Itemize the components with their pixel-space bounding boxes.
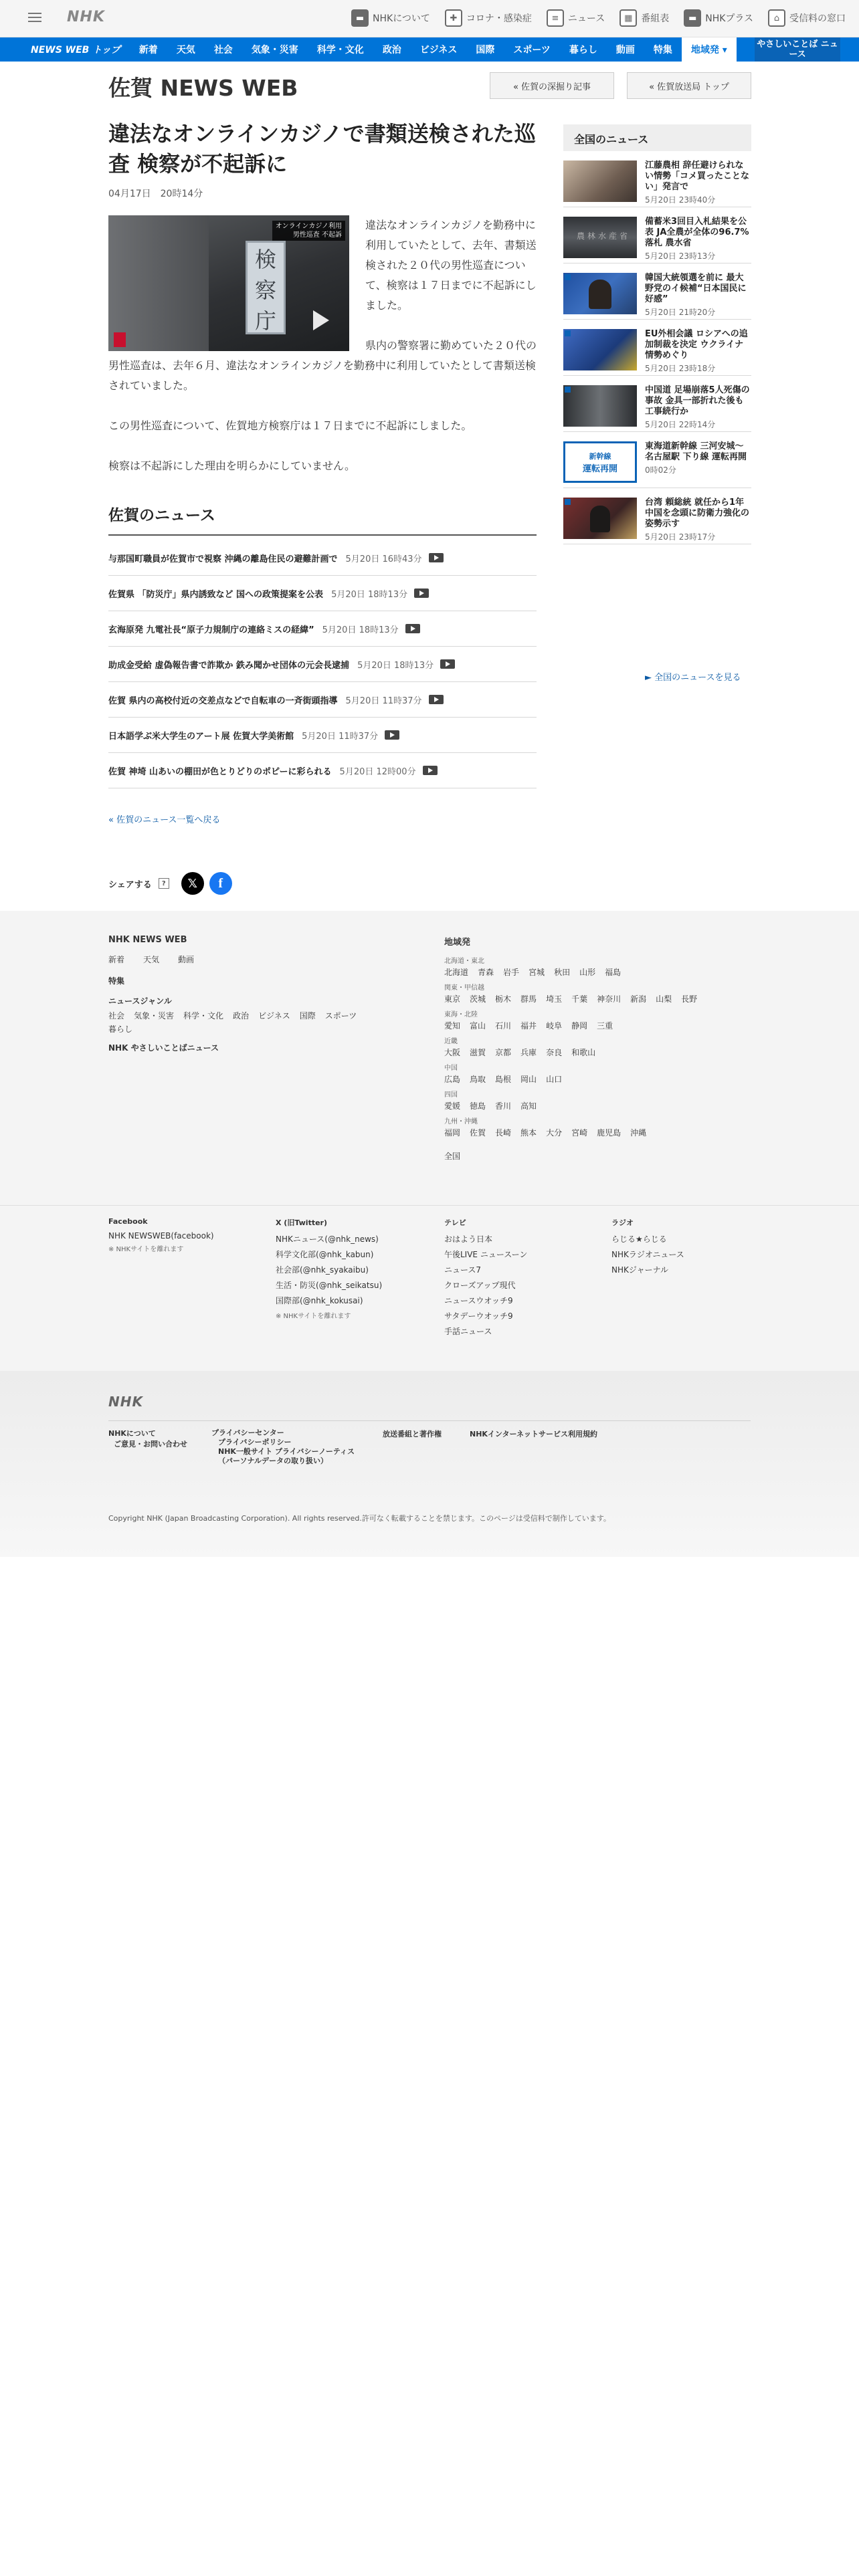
footer-link[interactable]: 社会 bbox=[108, 1011, 125, 1021]
header-link-corona[interactable]: ✚ コロナ・感染症 bbox=[445, 8, 532, 28]
footer-bottom-col2: プライバシーセンター プライバシーポリシー NHK一般サイト プライバシーノーティス （パーソナルデータの取り扱い） bbox=[211, 1428, 355, 1465]
nav-item-sports[interactable]: スポーツ bbox=[513, 45, 551, 56]
nav-item-business[interactable]: ビジネス bbox=[419, 45, 458, 56]
article-date-time: 20時14分 bbox=[160, 189, 203, 199]
news-thumbnail[interactable] bbox=[563, 273, 637, 314]
corona-icon: ✚ bbox=[445, 9, 462, 27]
footer-genre-heading: ニュースジャンル bbox=[108, 996, 172, 1006]
article-date-day: 04月17日 bbox=[108, 189, 151, 199]
footer-bottom-col1: NHKについて ご意見・お問い合わせ bbox=[108, 1429, 187, 1448]
footer-radio-col: ラジオ らじる★らじる NHKラジオニュース NHKジャーナル bbox=[611, 1217, 745, 1279]
article-video-thumbnail[interactable] bbox=[108, 215, 349, 351]
list-item[interactable]: 佐賀県 「防災庁」県内誘致など 国への政策提案を公表 5月20日 18時13分 bbox=[108, 576, 537, 611]
footer-link[interactable]: NHKラジオニュース bbox=[611, 1250, 684, 1259]
list-item[interactable]: 玄海原発 九電社長“原子力規制庁の連絡ミスの経緯” 5月20日 18時13分 bbox=[108, 611, 537, 647]
nav-item-special[interactable]: 特集 bbox=[653, 45, 672, 56]
footer-link[interactable]: 社会部(@nhk_syakaibu) bbox=[276, 1265, 369, 1275]
saga-news-list bbox=[108, 540, 537, 788]
nav-item-international[interactable]: 国際 bbox=[476, 45, 495, 56]
footer-bottom-terms-link[interactable]: NHKインターネットサービス利用規約 bbox=[470, 1430, 597, 1438]
region-label: 九州・沖縄 bbox=[444, 1118, 478, 1125]
nav-item-video[interactable]: 動画 bbox=[615, 45, 635, 56]
program-guide-icon: ▦ bbox=[619, 9, 637, 27]
article-title: 違法なオンラインカジノで書類送検された巡査 検察が不起訴に bbox=[108, 121, 536, 177]
page-title: 佐賀 NEWS WEB bbox=[108, 75, 298, 101]
play-icon[interactable] bbox=[313, 310, 329, 330]
nav-item-politics[interactable]: 政治 bbox=[382, 45, 401, 56]
region-label: 中国 bbox=[444, 1065, 458, 1072]
header-link-nhk-plus[interactable]: ▬ NHKプラス bbox=[684, 8, 753, 28]
news-thumbnail[interactable] bbox=[563, 498, 637, 539]
nav-item-disaster[interactable]: 気象・災害 bbox=[251, 45, 298, 56]
footer-x-col: X (旧Twitter) NHKニュース(@nhk_news) 科学文化部(@nhk_kabun) 社会部(@nhk_syakaibu) 生活・防災(@nhk_seikatsu) 国際部(@nhk_kokusai) ※ NHKサイトを離れます bbox=[276, 1217, 430, 1320]
video-icon bbox=[440, 659, 455, 669]
region-prefs: 愛媛 徳島 香川 高知 bbox=[444, 1101, 537, 1111]
footer-link[interactable]: スポーツ bbox=[324, 1011, 357, 1021]
footer-link[interactable]: ニュースウオッチ9 bbox=[444, 1296, 513, 1305]
news-thumbnail[interactable] bbox=[563, 160, 637, 202]
share-bar bbox=[108, 872, 232, 895]
saga-news-heading: 佐賀のニュース bbox=[108, 503, 537, 536]
list-item[interactable]: 佐賀 神埼 山あいの棚田が色とりどりのポピーに彩られる 5月20日 12時00分 bbox=[108, 753, 537, 788]
news-thumbnail[interactable] bbox=[563, 217, 637, 258]
footer-link[interactable]: 国際 bbox=[299, 1011, 316, 1021]
nav-item-newsweb-top[interactable]: NEWS WEB トップ bbox=[31, 45, 120, 56]
footer-link[interactable]: 手話ニュース bbox=[444, 1327, 492, 1336]
footer-region-list bbox=[444, 951, 752, 1162]
x-share-icon[interactable]: 𝕏 bbox=[181, 872, 204, 895]
sidebar-news-item[interactable]: 韓国大統領選を前に 最大野党のイ候補“日本国民に好感” 5月20日 21時20分 bbox=[563, 263, 751, 320]
region-label: 東海・北陸 bbox=[444, 1011, 478, 1018]
footer-link[interactable]: クローズアップ現代 bbox=[444, 1281, 516, 1290]
sidebar-news-item[interactable]: EU外相会議 ロシアへの追加制裁を決定 ウクライナ情勢めぐり 5月20日 23時18分 bbox=[563, 320, 751, 376]
list-item[interactable]: 佐賀 県内の高校付近の交差点などで自転車の一斉街頭指導 5月20日 11時37分 bbox=[108, 682, 537, 718]
nav-item-weather[interactable]: 天気 bbox=[176, 45, 195, 56]
footer-link[interactable]: 気象・災害 bbox=[134, 1011, 175, 1021]
footer-facebook-col: Facebook NHK NEWSWEB(facebook) ※ NHKサイトを離れます bbox=[108, 1217, 262, 1253]
footer-link-tokushu[interactable]: 特集 bbox=[108, 976, 125, 986]
header-link-nhk-about[interactable]: ▬ NHKについて bbox=[351, 8, 430, 28]
help-icon[interactable]: ? bbox=[159, 878, 169, 889]
sidebar-news-item[interactable]: 江藤農相 辞任避けられない情勢「コメ買ったことない」発言で 5月20日 23時40分 bbox=[563, 151, 751, 207]
nhk-plus-icon: ▬ bbox=[684, 9, 701, 27]
footer-link[interactable]: 生活・防災(@nhk_seikatsu) bbox=[276, 1281, 383, 1290]
thumbnail-building bbox=[108, 215, 209, 351]
footer-link[interactable]: NHKジャーナル bbox=[611, 1265, 669, 1275]
thumbnail-sign-text: 農林水産省 bbox=[577, 231, 631, 241]
video-icon bbox=[385, 730, 399, 740]
footer-link[interactable]: ニュース7 bbox=[444, 1265, 482, 1275]
footer-tv-col: テレビ おはよう日本 午後LIVE ニュースーン ニュース7 クローズアップ現代 ニュースウオッチ9 サタデーウオッチ9 手話ニュース bbox=[444, 1217, 598, 1341]
footer-link[interactable]: 午後LIVE ニュースーン bbox=[444, 1250, 528, 1259]
facebook-share-icon[interactable]: f bbox=[209, 872, 232, 895]
yasashii-news-button[interactable]: やさしいことば ニュース bbox=[755, 37, 840, 62]
thumbnail-caption: オンラインカジノ利用 男性巡査 不起訴 bbox=[272, 221, 345, 241]
region-label: 四国 bbox=[444, 1091, 458, 1099]
deep-dive-button[interactable]: « 佐賀の深掘り記事 bbox=[490, 72, 614, 99]
header-link-news[interactable]: ≡ ニュース bbox=[547, 8, 605, 28]
footer-bottom-divider bbox=[108, 1420, 751, 1421]
video-icon bbox=[423, 766, 438, 775]
footer-link[interactable]: 天気 bbox=[143, 955, 160, 964]
list-item[interactable]: 助成金受給 虚偽報告書で詐欺か 鉄み聞かせ団体の元会長逮捕 5月20日 18時13分 bbox=[108, 647, 537, 682]
header-link-program-guide[interactable]: ▦ 番組表 bbox=[619, 8, 669, 28]
sidebar-news-item[interactable]: 台湾 頼総統 就任から1年 中国を念頭に防衛力強化の姿勢示す 5月20日 23時17分 bbox=[563, 488, 751, 544]
header-link-reception-fee[interactable]: ⌂ 受信料の窓口 bbox=[768, 8, 846, 28]
article-paragraph: 検察は不起訴にした理由を明らかにしていません。 bbox=[108, 459, 355, 472]
region-prefs: 福岡 佐賀 長崎 熊本 大分 宮崎 鹿児島 沖縄 bbox=[444, 1128, 647, 1138]
list-item[interactable]: 日本語学ぶ米大学生のアート展 佐賀大学美術館 5月20日 11時37分 bbox=[108, 718, 537, 753]
share-label: シェアする bbox=[108, 879, 152, 890]
nav-item-new[interactable]: 新着 bbox=[138, 45, 158, 56]
sidebar-heading: 全国のニュース bbox=[563, 124, 751, 151]
news-thumbnail[interactable] bbox=[563, 385, 637, 427]
footer-link[interactable]: 科学文化部(@nhk_kabun) bbox=[276, 1250, 374, 1259]
footer-link[interactable]: サタデーウオッチ9 bbox=[444, 1311, 513, 1321]
station-top-button[interactable]: « 佐賀放送局 トップ bbox=[627, 72, 751, 99]
region-label: 関東・甲信越 bbox=[444, 984, 484, 992]
nav-item-regional[interactable]: 地域発 ▾ bbox=[682, 37, 737, 62]
nhk-about-icon: ▬ bbox=[351, 9, 369, 27]
video-icon bbox=[405, 624, 420, 633]
national-news-more-link[interactable]: ► 全国のニュースを見る bbox=[645, 673, 741, 683]
main-nav bbox=[0, 37, 859, 62]
nav-item-society[interactable]: 社会 bbox=[213, 45, 233, 56]
footer-link-yasashii[interactable]: NHK やさしいことばニュース bbox=[108, 1043, 219, 1053]
article-paragraph: 県内の警察署に勤めていた２０代の男性巡査は、去年６月、違法なオンラインカジノを勤務中に利用していたとして書類送検されていました。 bbox=[108, 339, 537, 392]
region-prefs: 広島 鳥取 島根 岡山 山口 bbox=[444, 1075, 563, 1084]
sidebar-news-item[interactable]: 農林水産省 備蓄米3回目入札結果を公表 JA全農が全体の96.7%落札 農水省 5月20日 23時13分 bbox=[563, 207, 751, 263]
hamburger-menu-icon[interactable] bbox=[27, 9, 43, 25]
nhk-mark-icon bbox=[114, 332, 126, 347]
footer-link[interactable]: ビジネス bbox=[258, 1011, 290, 1021]
header-links bbox=[351, 8, 846, 28]
region-label: 近畿 bbox=[444, 1038, 458, 1045]
footer-link[interactable]: 科学・文化 bbox=[183, 1011, 224, 1021]
footer-link[interactable]: おはよう日本 bbox=[444, 1235, 493, 1244]
news-thumbnail[interactable] bbox=[563, 329, 637, 370]
footer-regional-heading: 地域発 bbox=[444, 938, 471, 948]
global-header bbox=[0, 0, 859, 37]
article-paragraph: 違法なオンラインカジノを勤務中に利用していたとして、去年、書類送検された２０代の男性巡査について、検察は１７日までに不起訴にしました。 bbox=[365, 219, 537, 312]
footer-link[interactable]: 動画 bbox=[178, 955, 195, 964]
region-label: 北海道・東北 bbox=[444, 958, 484, 965]
reception-fee-icon: ⌂ bbox=[768, 9, 785, 27]
news-icon: ≡ bbox=[547, 9, 564, 27]
footer-link[interactable]: 国際部(@nhk_kokusai) bbox=[276, 1296, 363, 1305]
video-icon bbox=[429, 695, 444, 704]
footer-genre-links bbox=[108, 1010, 357, 1021]
footer bbox=[0, 911, 859, 1557]
footer-bottom-copyright-link[interactable]: 放送番組と著作権 bbox=[383, 1430, 442, 1438]
article-paragraph: この男性巡査について、佐賀地方検察庁は１７日までに不起訴にしました。 bbox=[108, 419, 472, 432]
saga-news-back-link[interactable]: « 佐賀のニュース一覧へ戻る bbox=[108, 815, 221, 825]
news-thumbnail[interactable]: 新幹線 運転再開 bbox=[563, 441, 637, 483]
prosecutors-office-sign: 検 察 庁 bbox=[246, 241, 286, 334]
sidebar-news-item[interactable]: 中国道 足場崩落5人死傷の事故 金具一部折れた後も工事続行か 5月20日 22時14分 bbox=[563, 376, 751, 432]
region-prefs: 大阪 滋賀 京都 兵庫 奈良 和歌山 bbox=[444, 1048, 596, 1057]
copyright-text: Copyright NHK (Japan Broadcasting Corporation). All rights reserved.許可なく転載することを禁じます。このページは受信料で制作しています。 bbox=[108, 1514, 611, 1523]
national-news-list bbox=[563, 151, 751, 544]
article-date bbox=[108, 187, 203, 200]
footer-link[interactable]: 政治 bbox=[233, 1011, 250, 1021]
video-icon bbox=[414, 588, 429, 598]
nhk-logo[interactable]: NHK bbox=[67, 9, 105, 25]
region-prefs: 北海道 青森 岩手 宮城 秋田 山形 福島 bbox=[444, 968, 622, 977]
footer-link[interactable]: 暮らし bbox=[108, 1025, 133, 1034]
nav-item-life[interactable]: 暮らし bbox=[569, 45, 597, 56]
footer-newsweb-links bbox=[108, 954, 194, 965]
list-item[interactable]: 与那国町職員が佐賀市で視察 沖縄の離島住民の避難計画で 5月20日 16時43分 bbox=[108, 540, 537, 576]
region-prefs: 東京 茨城 栃木 群馬 埼玉 千葉 神奈川 新潟 山梨 長野 bbox=[444, 994, 698, 1004]
footer-link-zenkoku[interactable]: 全国 bbox=[444, 1152, 461, 1161]
footer-link[interactable]: らじる★らじる bbox=[611, 1235, 667, 1244]
video-icon bbox=[429, 553, 444, 562]
nav-item-science[interactable]: 科学・文化 bbox=[316, 45, 364, 56]
footer-newsweb-heading: NHK NEWS WEB bbox=[108, 935, 187, 945]
footer-nhk-logo[interactable]: NHK bbox=[108, 1394, 143, 1410]
footer-divider bbox=[0, 1205, 859, 1206]
region-prefs: 愛知 富山 石川 福井 岐阜 静岡 三重 bbox=[444, 1021, 613, 1031]
footer-link[interactable]: 新着 bbox=[108, 955, 125, 964]
footer-link[interactable]: NHK NEWSWEB(facebook) bbox=[108, 1231, 214, 1241]
sidebar-news-item[interactable]: 新幹線 運転再開 東海道新幹線 三河安城〜名古屋駅 下り線 運転再開 0時02分 bbox=[563, 432, 751, 488]
footer-link[interactable]: NHKニュース(@nhk_news) bbox=[276, 1235, 379, 1244]
